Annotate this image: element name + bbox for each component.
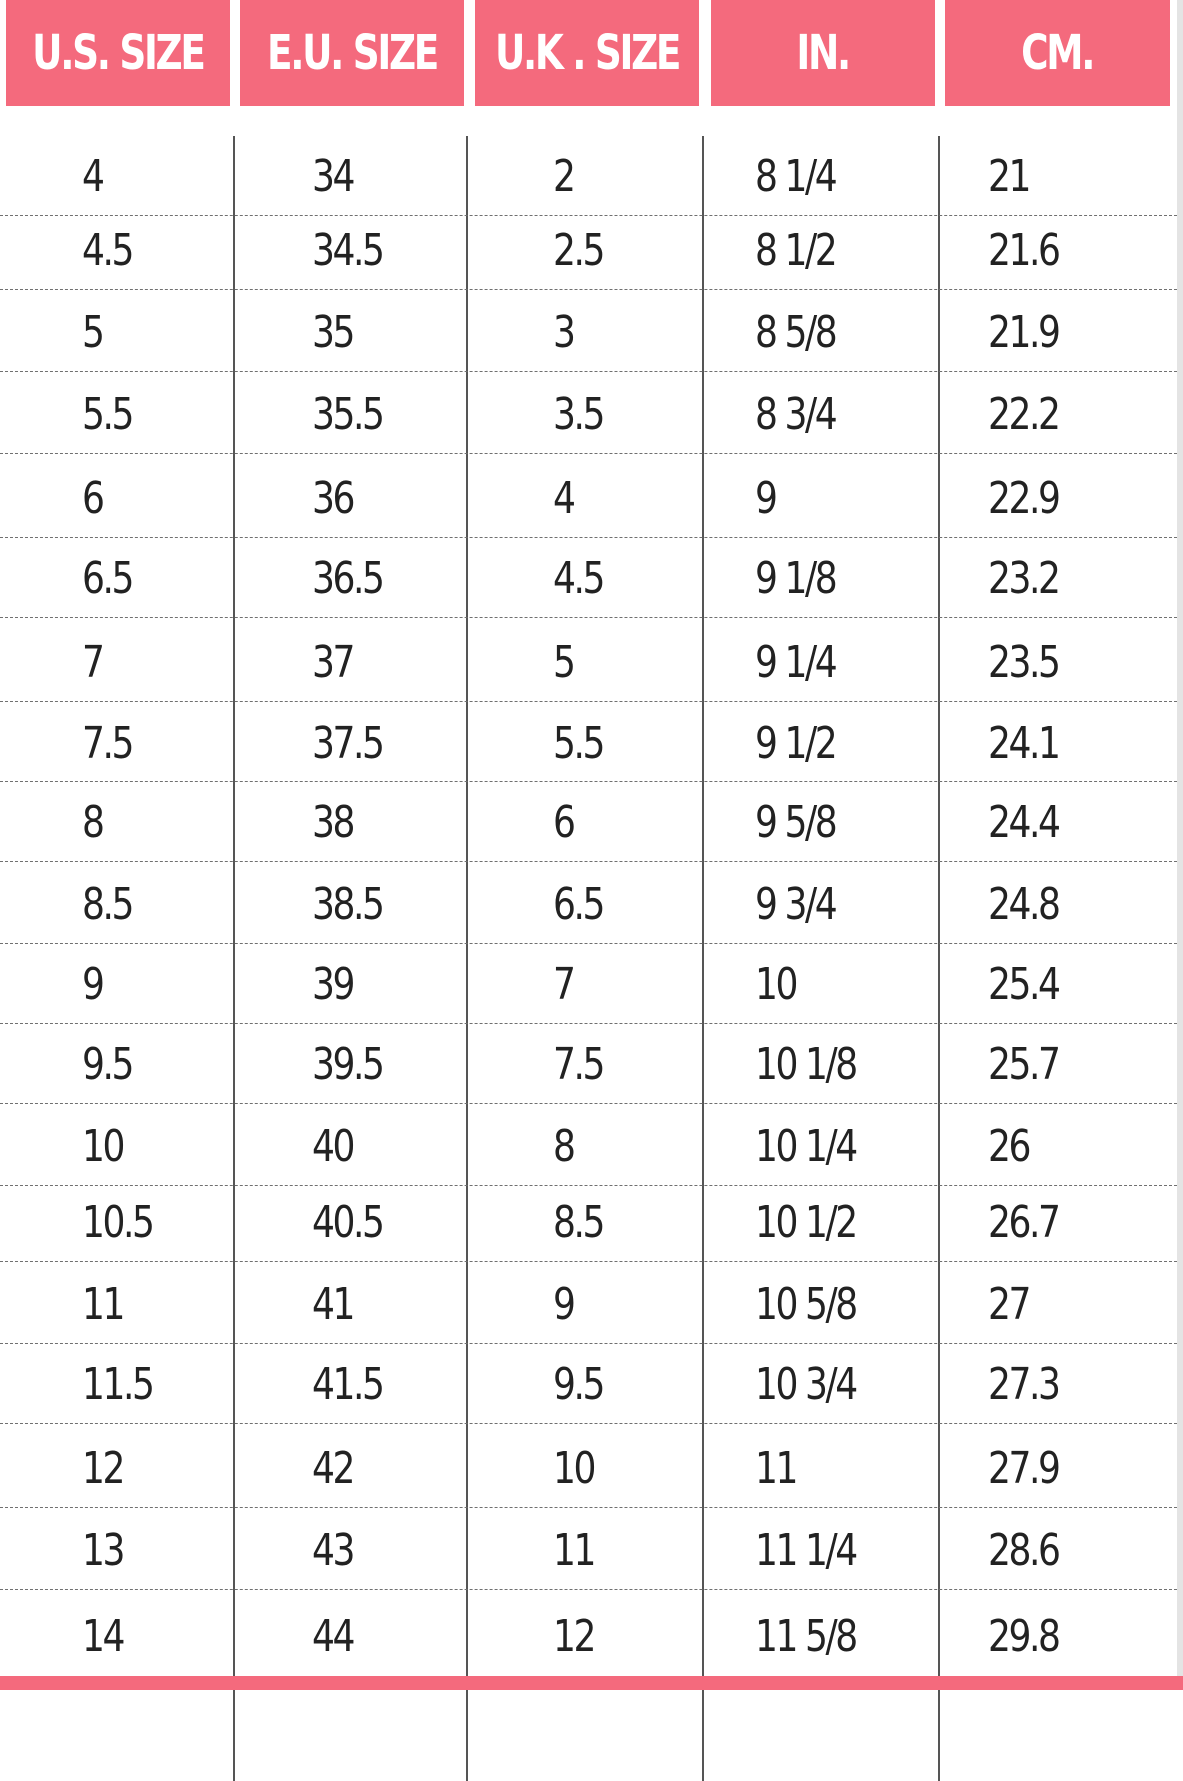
cell-centimeters [988,292,1074,372]
header-centimeters-label: CM. [1021,25,1094,81]
cell-us-size [82,458,107,538]
table-row [0,1106,1177,1186]
cell-uk-size [553,1344,614,1424]
cell-us-size [82,704,143,782]
cell-us-size [82,1024,143,1104]
cell-uk-size-value: 2 [553,150,574,202]
header-uk-size [475,0,699,106]
cell-centimeters [988,1428,1074,1508]
cell-centimeters-value: 24.1 [988,717,1059,769]
cell-centimeters [988,538,1074,618]
cell-uk-size [553,538,614,618]
cell-inches [755,1510,878,1590]
cell-uk-size-value: 10 [553,1442,594,1494]
cell-us-size-value: 11 [82,1278,123,1330]
cell-uk-size-value: 6 [553,796,574,848]
cell-uk-size [553,292,578,372]
cell-eu-size-value: 35 [312,306,353,358]
table-row [0,1596,1177,1676]
cell-centimeters [988,374,1074,454]
cell-centimeters [988,622,1074,702]
table-row [0,136,1177,216]
cell-centimeters-value: 21 [988,150,1029,202]
cell-centimeters [988,782,1074,862]
cell-eu-size [312,1182,398,1262]
cell-centimeters-value: 24.4 [988,796,1059,848]
cell-eu-size [312,704,398,782]
cell-us-size-value: 4 [82,150,103,202]
cell-inches [755,1264,878,1344]
cell-uk-size-value: 8.5 [553,1196,604,1248]
cell-centimeters [988,1264,1038,1344]
cell-us-size-value: 8 [82,796,103,848]
table-row [0,210,1177,290]
cell-uk-size-value: 2.5 [553,224,604,276]
cell-us-size-value: 11.5 [82,1358,153,1410]
cell-inches-value: 8 3/4 [755,388,836,440]
cell-inches [755,210,853,290]
cell-inches-value: 9 1/8 [755,552,836,604]
cell-inches-value: 8 1/2 [755,224,836,276]
cell-centimeters [988,1344,1074,1424]
cell-centimeters-value: 23.5 [988,636,1059,688]
cell-uk-size [553,782,578,862]
cell-inches [755,538,853,618]
cell-eu-size-value: 36 [312,472,353,524]
cell-uk-size-value: 5.5 [553,717,604,769]
cell-us-size [82,292,107,372]
cell-eu-size [312,374,398,454]
cell-us-size-value: 6 [82,472,103,524]
cell-inches [755,374,853,454]
cell-inches-value: 11 5/8 [755,1610,856,1662]
cell-uk-size [553,374,614,454]
cell-eu-size-value: 37 [312,636,353,688]
table-row [0,944,1177,1024]
cell-centimeters [988,1024,1074,1104]
cell-inches [755,1106,878,1186]
table-row [0,1344,1177,1424]
header-inches-label: IN. [796,25,850,81]
cell-us-size-value: 6.5 [82,552,133,604]
cell-inches-value: 11 1/4 [755,1524,856,1576]
cell-centimeters [988,704,1074,782]
cell-centimeters-value: 27.9 [988,1442,1059,1494]
cell-uk-size-value: 3 [553,306,574,358]
cell-eu-size-value: 34 [312,150,353,202]
cell-us-size [82,1264,132,1344]
cell-us-size [82,1596,132,1676]
cell-inches-value: 8 1/4 [755,150,836,202]
table-row [0,1264,1177,1344]
cell-inches-value: 10 [755,958,796,1010]
cell-eu-size [312,864,398,944]
cell-eu-size-value: 39 [312,958,353,1010]
cell-us-size-value: 14 [82,1610,123,1662]
cell-centimeters [988,136,1038,216]
table-row [0,704,1177,782]
cell-eu-size [312,136,362,216]
cell-inches [755,704,853,782]
header-inches [711,0,935,106]
cell-uk-size-value: 9.5 [553,1358,604,1410]
cell-centimeters [988,458,1074,538]
cell-uk-size [553,458,578,538]
cell-inches [755,458,780,538]
cell-centimeters-value: 22.9 [988,472,1059,524]
cell-centimeters [988,1182,1074,1262]
cell-uk-size-value: 7 [553,958,574,1010]
cell-centimeters-value: 25.4 [988,958,1059,1010]
header-us-size [6,0,230,106]
cell-us-size-value: 4.5 [82,224,133,276]
cell-inches [755,136,853,216]
cell-us-size [82,864,143,944]
cell-inches-value: 10 1/8 [755,1038,856,1090]
cell-uk-size [553,1428,603,1508]
cell-inches [755,782,853,862]
table-row [0,1510,1177,1590]
cell-eu-size-value: 40 [312,1120,353,1172]
cell-uk-size [553,1596,603,1676]
cell-us-size [82,136,107,216]
cell-us-size-value: 5 [82,306,103,358]
cell-us-size-value: 13 [82,1524,123,1576]
cell-us-size-value: 5.5 [82,388,133,440]
table-row [0,864,1177,944]
table-header-row [0,0,1170,106]
table-row [0,458,1177,538]
cell-inches [755,1344,878,1424]
cell-uk-size-value: 12 [553,1610,594,1662]
cell-eu-size-value: 41.5 [312,1358,383,1410]
cell-inches [755,1024,878,1104]
cell-eu-size [312,1596,362,1676]
header-eu-size [240,0,464,106]
table-row [0,782,1177,862]
cell-uk-size [553,864,614,944]
cell-uk-size-value: 4 [553,472,574,524]
size-table-body [0,106,1177,1674]
cell-centimeters [988,944,1074,1024]
cell-uk-size [553,704,614,782]
cell-uk-size [553,136,578,216]
table-row [0,538,1177,618]
cell-eu-size [312,1428,362,1508]
cell-centimeters-value: 22.2 [988,388,1059,440]
table-row [0,374,1177,454]
cell-inches [755,1428,805,1508]
cell-eu-size-value: 36.5 [312,552,383,604]
cell-inches-value: 10 3/4 [755,1358,856,1410]
cell-us-size [82,1344,168,1424]
cell-us-size [82,374,143,454]
cell-eu-size [312,1024,398,1104]
cell-eu-size [312,944,362,1024]
cell-centimeters-value: 25.7 [988,1038,1059,1090]
cell-inches-value: 11 [755,1442,796,1494]
cell-eu-size-value: 38.5 [312,878,383,930]
cell-inches [755,622,853,702]
cell-us-size-value: 7 [82,636,103,688]
header-centimeters [945,0,1170,106]
cell-centimeters [988,1510,1074,1590]
cell-eu-size [312,782,362,862]
cell-us-size [82,1428,132,1508]
cell-eu-size-value: 44 [312,1610,353,1662]
cell-centimeters-value: 21.9 [988,306,1059,358]
cell-centimeters [988,1596,1074,1676]
cell-centimeters-value: 26 [988,1120,1029,1172]
cell-uk-size-value: 7.5 [553,1038,604,1090]
cell-us-size [82,1510,132,1590]
cell-uk-size [553,1510,603,1590]
cell-eu-size [312,1510,362,1590]
cell-us-size [82,622,107,702]
cell-eu-size-value: 42 [312,1442,353,1494]
cell-uk-size [553,1182,614,1262]
header-eu-size-label: E.U. SIZE [266,25,438,81]
cell-uk-size [553,1264,578,1344]
cell-uk-size-value: 3.5 [553,388,604,440]
cell-eu-size [312,210,398,290]
cell-eu-size [312,1106,362,1186]
cell-centimeters [988,210,1074,290]
cell-centimeters-value: 27 [988,1278,1029,1330]
cell-eu-size-value: 41 [312,1278,353,1330]
table-row [0,292,1177,372]
cell-us-size-value: 12 [82,1442,123,1494]
cell-us-size-value: 8.5 [82,878,133,930]
right-edge-border [1177,0,1183,1690]
cell-centimeters-value: 28.6 [988,1524,1059,1576]
cell-inches-value: 10 1/4 [755,1120,856,1172]
cell-centimeters-value: 23.2 [988,552,1059,604]
cell-uk-size-value: 9 [553,1278,574,1330]
cell-uk-size-value: 11 [553,1524,594,1576]
cell-centimeters-value: 21.6 [988,224,1059,276]
cell-us-size-value: 9 [82,958,103,1010]
table-row [0,1024,1177,1104]
cell-centimeters-value: 27.3 [988,1358,1059,1410]
cell-inches-value: 10 1/2 [755,1196,856,1248]
table-row [0,1182,1177,1262]
cell-uk-size [553,622,578,702]
cell-us-size-value: 10 [82,1120,123,1172]
cell-uk-size-value: 8 [553,1120,574,1172]
cell-inches-value: 9 5/8 [755,796,836,848]
cell-inches [755,944,805,1024]
cell-inches [755,1596,878,1676]
cell-inches-value: 9 3/4 [755,878,836,930]
cell-us-size-value: 7.5 [82,717,133,769]
cell-eu-size [312,1344,398,1424]
cell-centimeters-value: 26.7 [988,1196,1059,1248]
cell-eu-size-value: 43 [312,1524,353,1576]
cell-inches-value: 10 5/8 [755,1278,856,1330]
cell-centimeters-value: 24.8 [988,878,1059,930]
cell-us-size-value: 9.5 [82,1038,133,1090]
cell-us-size [82,782,107,862]
cell-uk-size [553,1106,578,1186]
cell-eu-size [312,1264,362,1344]
table-row [0,1428,1177,1508]
cell-inches [755,1182,878,1262]
cell-eu-size [312,458,362,538]
cell-inches [755,292,853,372]
bottom-accent-bar [0,1676,1183,1690]
cell-uk-size-value: 4.5 [553,552,604,604]
cell-eu-size [312,292,362,372]
cell-us-size-value: 10.5 [82,1196,153,1248]
header-us-size-label: U.S. SIZE [32,25,204,81]
cell-us-size [82,538,143,618]
cell-eu-size [312,538,398,618]
cell-us-size [82,1106,132,1186]
cell-eu-size-value: 37.5 [312,717,383,769]
cell-us-size [82,210,143,290]
cell-uk-size [553,944,578,1024]
cell-inches [755,864,853,944]
cell-centimeters [988,864,1074,944]
cell-inches-value: 9 1/4 [755,636,836,688]
cell-uk-size [553,210,614,290]
cell-us-size [82,1182,168,1262]
cell-uk-size-value: 5 [553,636,574,688]
cell-eu-size-value: 40.5 [312,1196,383,1248]
cell-centimeters [988,1106,1038,1186]
cell-eu-size-value: 39.5 [312,1038,383,1090]
cell-eu-size-value: 35.5 [312,388,383,440]
cell-uk-size-value: 6.5 [553,878,604,930]
cell-eu-size-value: 34.5 [312,224,383,276]
cell-inches-value: 8 5/8 [755,306,836,358]
cell-centimeters-value: 29.8 [988,1610,1059,1662]
header-uk-size-label: U.K . SIZE [494,25,680,81]
cell-inches-value: 9 1/2 [755,717,836,769]
cell-us-size [82,944,107,1024]
table-row [0,622,1177,702]
cell-uk-size [553,1024,614,1104]
cell-eu-size [312,622,362,702]
cell-eu-size-value: 38 [312,796,353,848]
cell-inches-value: 9 [755,472,776,524]
